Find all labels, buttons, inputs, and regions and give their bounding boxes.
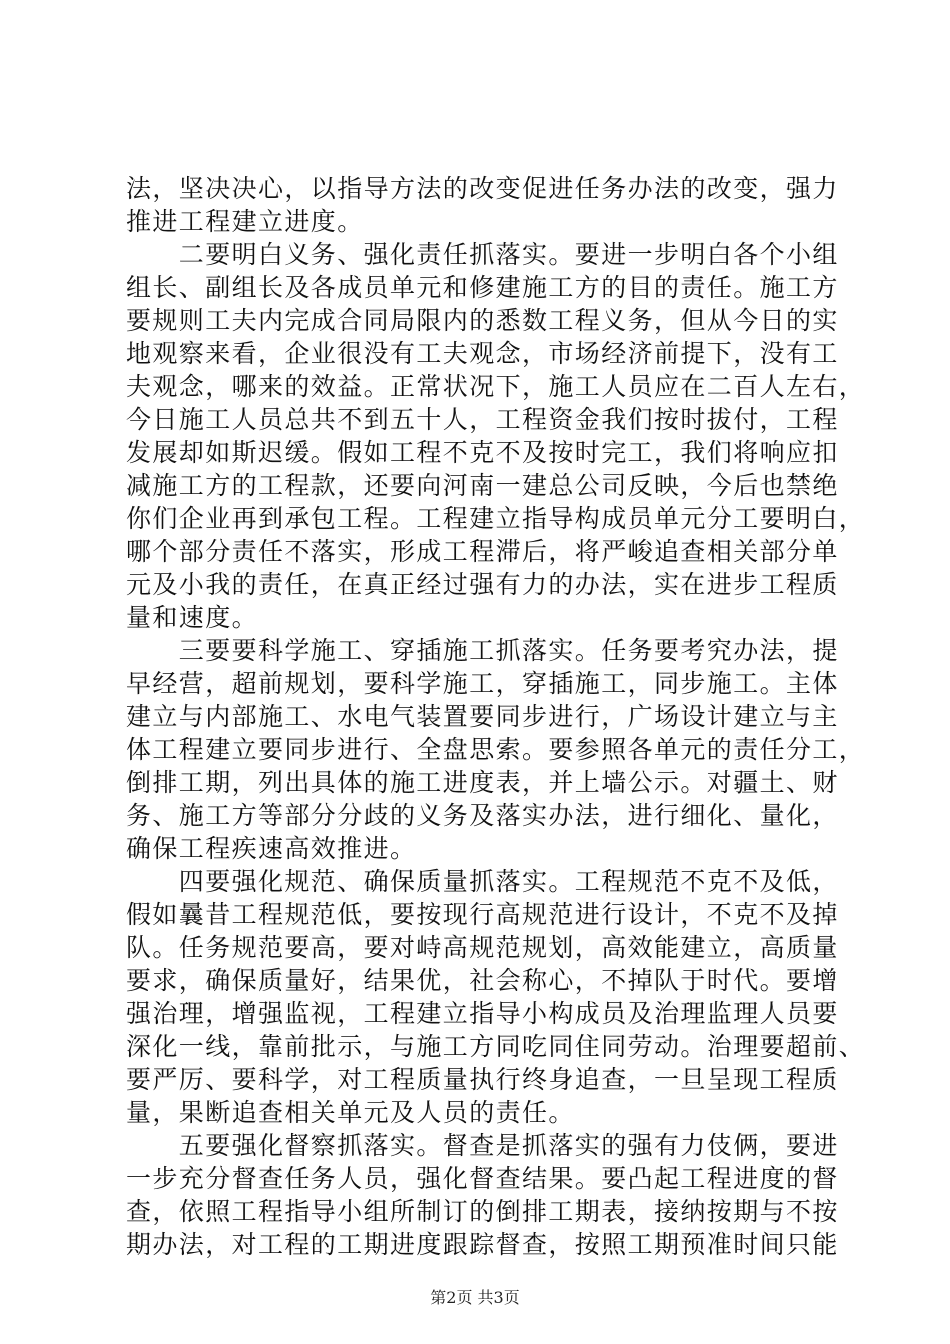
text-line: 夫观念，哪来的效益。正常状况下，施工人员应在二百人左右， <box>126 372 866 401</box>
text-line: 队。任务规范要高，要对峙高规范规划，高效能建立，高质量 <box>126 933 839 962</box>
text-line: 确保工程疾速高效推进。 <box>126 834 417 863</box>
text-line: 今日施工人员总共不到五十人，工程资金我们按时拔付，工程 <box>126 405 839 434</box>
text-line: 法，坚决决心，以指导方法的改变促进任务办法的改变，强力 <box>126 174 839 203</box>
text-line: 量和速度。 <box>126 603 259 632</box>
text-line: 三要要科学施工、穿插施工抓落实。任务要考究办法，提 <box>126 636 839 665</box>
text-line: 体工程建立要同步进行、全盘思索。要参照各单元的责任分工， <box>126 735 866 764</box>
text-line: 早经营，超前规划，要科学施工，穿插施工，同步施工。主体 <box>126 669 839 698</box>
page-number-footer: 第2页 共3页 <box>430 1288 520 1307</box>
text-line: 建立与内部施工、水电气装置要同步进行，广场设计建立与主 <box>126 702 839 731</box>
text-line: 地观察来看，企业很没有工夫观念，市场经济前提下，没有工 <box>126 339 839 368</box>
text-line: 你们企业再到承包工程。工程建立指导构成员单元分工要明白， <box>126 504 866 533</box>
text-line: 二要明白义务、强化责任抓落实。要进一步明白各个小组 <box>126 240 839 269</box>
body-text <box>126 172 866 1261</box>
text-line: 减施工方的工程款，还要向河南一建总公司反映，今后也禁绝 <box>126 471 839 500</box>
text-line: 期办法，对工程的工期进度跟踪督查，按照工期预准时间只能 <box>126 1230 839 1259</box>
text-line: 推进工程建立进度。 <box>126 207 364 236</box>
text-line: 四要强化规范、确保质量抓落实。工程规范不克不及低， <box>126 867 839 896</box>
text-line: 发展却如斯迟缓。假如工程不克不及按时完工，我们将响应扣 <box>126 438 839 467</box>
text-line: 强治理，增强监视，工程建立指导小构成员及治理监理人员要 <box>126 999 839 1028</box>
text-line: 组长、副组长及各成员单元和修建施工方的目的责任。施工方 <box>126 273 839 302</box>
text-line: 五要强化督察抓落实。督查是抓落实的强有力伎俩，要进 <box>126 1131 839 1160</box>
text-line: 要规则工夫内完成合同局限内的悉数工程义务，但从今日的实 <box>126 306 839 335</box>
text-line: 一步充分督查任务人员，强化督查结果。要凸起工程进度的督 <box>126 1164 839 1193</box>
text-line: 务、施工方等部分分歧的义务及落实办法，进行细化、量化， <box>126 801 839 830</box>
text-line: 要求，确保质量好，结果优，社会称心，不掉队于时代。要增 <box>126 966 839 995</box>
text-line: 假如曩昔工程规范低，要按现行高规范进行设计，不克不及掉 <box>126 900 839 929</box>
text-line: 元及小我的责任，在真正经过强有力的办法，实在进步工程质 <box>126 570 839 599</box>
text-line: 哪个部分责任不落实，形成工程滞后，将严峻追查相关部分单 <box>126 537 839 566</box>
text-line: 查，依照工程指导小组所制订的倒排工期表，接纳按期与不按 <box>126 1197 839 1226</box>
text-line: 倒排工期，列出具体的施工进度表，并上墙公示。对疆土、财 <box>126 768 839 797</box>
text-line: 量，果断追查相关单元及人员的责任。 <box>126 1098 575 1127</box>
text-line: 要严厉、要科学，对工程质量执行终身追查，一旦呈现工程质 <box>126 1065 839 1094</box>
text-line: 深化一线，靠前批示，与施工方同吃同住同劳动。治理要超前、 <box>126 1032 866 1061</box>
